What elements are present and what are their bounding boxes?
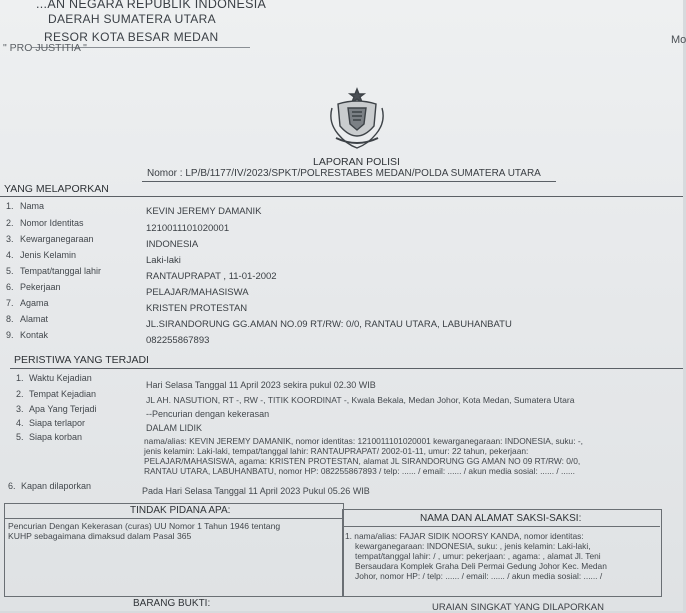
pro-justitia: " PRO JUSTITIA " — [3, 42, 87, 54]
incident-heading: PERISTIWA YANG TERJADI — [14, 354, 149, 366]
incident-label: Waktu Kejadian — [29, 373, 92, 383]
incident-value: DALAM LIDIK — [146, 423, 203, 433]
reporter-value: KRISTEN PROTESTAN — [146, 303, 248, 314]
incident-label: Siapa korban — [29, 432, 83, 442]
bottom-rule — [4, 596, 660, 597]
report-title: LAPORAN POLISI — [313, 156, 400, 168]
police-emblem-icon — [326, 86, 388, 152]
incident-value: Pada Hari Selasa Tanggal 11 April 2023 Pukul 05.26 WIB — [142, 486, 370, 496]
corner-text: Mo — [671, 34, 686, 46]
reporter-heading: YANG MELAPORKAN — [4, 183, 109, 195]
incident-no: 6. — [8, 481, 16, 491]
reporter-label: Pekerjaan — [20, 282, 61, 292]
reporter-value: 1210011101020001 — [146, 223, 230, 234]
crime-line: KUHP sebagaimana dimaksud dalam Pasal 365 — [8, 531, 192, 541]
reporter-value: RANTAUPRAPAT , 11-01-2002 — [146, 271, 277, 282]
reporter-no: 5. — [6, 266, 14, 276]
reporter-value: PELAJAR/MAHASISWA — [146, 287, 249, 298]
incident-value: --Pencurian dengan kekerasan — [146, 409, 270, 419]
reporter-no: 7. — [6, 298, 14, 308]
incident-label: Tempat Kejadian — [29, 389, 97, 399]
incident-no: 2. — [16, 389, 24, 399]
witness-line: tempat/tanggal lahir: / , umur: pekerjaan: , agama: , alamat Jl. Teni — [355, 551, 601, 561]
reporter-value: KEVIN JEREMY DAMANIK — [146, 206, 262, 217]
incident-value: Hari Selasa Tanggal 11 April 2023 sekira pukul 02.30 WIB — [146, 380, 376, 390]
reporter-no: 8. — [6, 314, 14, 324]
witness-line: Johor, nomor HP: / telp: ...... / email: ...... / akun media sosial: ...... / — [355, 571, 603, 581]
reporter-rule — [0, 196, 683, 197]
reporter-label: Tempat/tanggal lahir — [20, 266, 102, 276]
reporter-label: Jenis Kelamin — [20, 250, 77, 260]
witness-header: NAMA DAN ALAMAT SAKSI-SAKSI: — [420, 513, 582, 524]
incident-value: JL AH. NASUTION, RT -, RW -, TITIK KOORDINAT -, Kwala Bekala, Medan Johor, Kota Medan, Sumatera Utara — [146, 395, 575, 405]
reporter-no: 2. — [6, 218, 14, 228]
incident-label: Siapa terlapor — [29, 418, 86, 428]
number-underline — [142, 181, 556, 182]
reporter-label: Nomor Identitas — [20, 218, 84, 228]
incident-label: Apa Yang Terjadi — [29, 404, 97, 414]
report-number: Nomor : LP/B/1177/IV/2023/SPKT/POLRESTABES MEDAN/POLDA SUMATERA UTARA — [147, 168, 541, 179]
incident-no: 3. — [16, 404, 24, 414]
victim-line: jenis kelamin: Laki-laki, tempat/tanggal lahir: RANTAUPRAPAT/ 2002-01-11, umur: 22 tahun, pekerjaan: — [144, 446, 529, 456]
agency-resort: RESOR KOTA BESAR MEDAN — [44, 30, 219, 44]
reporter-value: Laki-laki — [146, 255, 181, 266]
witness-header-rule — [342, 526, 660, 527]
victim-line: PELAJAR/MAHASISWA, agama: KRISTEN PROTESTAN, alamat JL SIRANDORUNG GG AMAN NO 09 RT/RW: 0/0, — [144, 456, 581, 466]
reporter-label: Kontak — [20, 330, 49, 340]
crime-header-rule — [4, 518, 342, 519]
incident-no: 1. — [16, 373, 24, 383]
agency-region: DAERAH SUMATERA UTARA — [48, 12, 216, 26]
victim-line: RANTAU UTARA, LABUHANBATU, nomor HP: 082255867893 / telp: ...... / email: ...... / akun media sosial: ...... / ...... — [144, 466, 576, 476]
reporter-label: Kewarganegaraan — [20, 234, 94, 244]
crime-line: Pencurian Dengan Kekerasan (curas) UU Nomor 1 Tahun 1946 tentang — [8, 521, 281, 531]
reporter-label: Alamat — [20, 314, 49, 324]
evidence-header: BARANG BUKTI: — [133, 598, 211, 609]
incident-no: 5. — [16, 432, 24, 442]
reporter-no: 3. — [6, 234, 14, 244]
agency-country: ...AN NEGARA REPUBLIK INDONESIA — [36, 0, 267, 11]
reporter-no: 9. — [6, 330, 14, 340]
reporter-value: INDONESIA — [146, 239, 199, 250]
reporter-no: 1. — [6, 201, 14, 211]
reporter-label: Nama — [20, 201, 45, 211]
witness-line: Bersaudara Komplek Graha Deli Permai Gedung Johor Kec. Medan — [355, 561, 607, 571]
summary-header-partial: URAIAN SINGKAT YANG DILAPORKAN — [432, 602, 604, 613]
victim-line: nama/alias: KEVIN JEREMY DAMANIK, nomor identitas: 1210011101020001 kewarganegaraan: INDONESIA, suku: -, — [144, 436, 583, 446]
reporter-value: 082255867893 — [146, 335, 210, 346]
witness-line: 1. nama/alias: FAJAR SIDIK NOORSY KANDA, nomor identitas: — [345, 531, 584, 541]
reporter-label: Agama — [20, 298, 49, 308]
reporter-no: 6. — [6, 282, 14, 292]
incident-rule — [10, 368, 683, 369]
reporter-no: 4. — [6, 250, 14, 260]
incident-no: 4. — [16, 418, 24, 428]
witness-line: kewarganegaraan: INDONESIA, suku: , jenis kelamin: Laki-laki, — [355, 541, 591, 551]
incident-label: Kapan dilaporkan — [21, 481, 92, 491]
crime-header: TINDAK PIDANA APA: — [130, 505, 231, 516]
reporter-value: JL.SIRANDORUNG GG.AMAN NO.09 RT/RW: 0/0, RANTAU UTARA, LABUHANBATU — [146, 319, 512, 330]
